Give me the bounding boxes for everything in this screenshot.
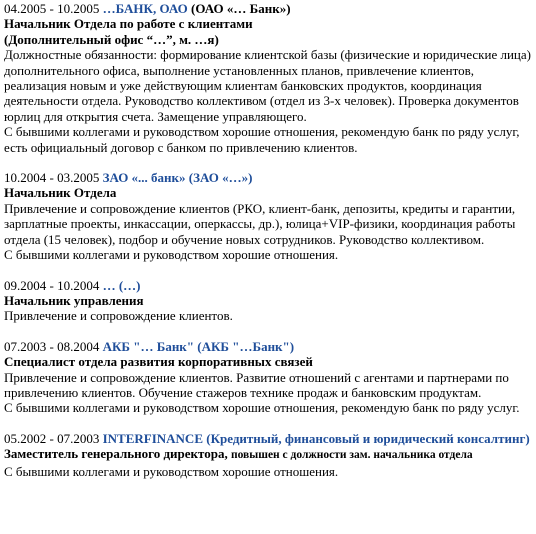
company-name[interactable]: ЗАО «... банк» [102, 170, 186, 186]
entry-period: 04.2005 - 10.2005 [4, 1, 100, 16]
entry-note: С бывшими коллегами и руководством хорошие отношения, рекомендую банк по ряду услуг. [4, 400, 520, 416]
entry-period: 10.2004 - 03.2005 [4, 170, 100, 186]
company-full-name[interactable]: (ЗАО «…») [188, 170, 253, 186]
experience-entry [4, 431, 532, 479]
entry-header [4, 170, 532, 185]
experience-entry [4, 1, 532, 155]
entry-header [4, 278, 532, 293]
entry-header [4, 431, 532, 446]
company-name[interactable]: …БАНК, ОАО [102, 1, 188, 16]
entry-note: С бывшими коллегами и руководством хорошие отношения, рекомендую банк по ряду услуг, есть официальный договор с банком по привлечению клиентов. [4, 124, 520, 155]
entry-period: 09.2004 - 10.2004 [4, 277, 100, 293]
company-name-link[interactable] [103, 278, 141, 293]
entry-header [4, 339, 532, 354]
entry-description: Привлечение и сопровождение клиентов. Развитие отношений с агентами и партнерами по привлечению клиентов. Обучение стажеров технике продаж и банковским продуктам. [4, 369, 509, 400]
position-title: Начальник управления [4, 292, 144, 308]
company-name-link[interactable]: INTERFINANCE (Кредитный, финансовый и юридический консалтинг) [102, 430, 530, 446]
company-name-link[interactable] [103, 1, 291, 16]
position-title: Специалист отдела развития корпоративных связей [4, 354, 313, 370]
entry-description: Привлечение и сопровождение клиентов (РКО, клиент-банк, депозиты, кредиты и гарантии, зарплатные проекты, инкассации, оперкассы, др.), юлица+VIP-физики, координация работы отдела (15 человек), подбор и обучение новых сотрудников. Руководство коллективом. [4, 200, 516, 247]
entry-period: 07.2003 - 08.2004 [4, 338, 100, 354]
company-name[interactable]: … [102, 277, 116, 293]
entry-header [4, 1, 532, 16]
entry-description: Привлечение и сопровождение клиентов. [4, 308, 233, 324]
entry-note: С бывшими коллегами и руководством хорошие отношения. [4, 463, 339, 479]
position-note: повышен с должности зам. начальника отдела [230, 449, 473, 462]
entry-description: Должностные обязанности: формирование клиентской базы (физические и юридические лица) дополнительного офиса, выполнение установленных планов, привлечение клиентов, реализация новым и уже действующим клиентам банковских продуктов, координация деятельности отдела. Руководство коллективом (отдел из 3-х человек). Проверка документов юрлиц для открытия счета. Замещение управляющего. [4, 47, 531, 124]
entry-period: 05.2002 - 07.2003 [4, 430, 100, 446]
experience-entry [4, 278, 532, 324]
entry-note: С бывшими коллегами и руководством хорошие отношения. [4, 247, 339, 263]
company-full-name[interactable]: (…) [118, 277, 141, 293]
position-title: Заместитель генерального директора, [4, 446, 228, 462]
position-title: Начальник Отдела [4, 185, 117, 201]
position-title: Начальник Отдела по работе с клиентами [4, 16, 253, 32]
company-name-link[interactable] [103, 170, 253, 185]
experience-entry [4, 170, 532, 262]
position-line [4, 446, 532, 463]
position-subtitle: (Дополнительный офис “…”, м. …я) [4, 31, 219, 47]
company-full-name: (ОАО «… Банк») [191, 1, 291, 16]
company-name-link[interactable]: АКБ "… Банк" (АКБ "…Банк") [102, 338, 295, 354]
experience-entry [4, 339, 532, 416]
